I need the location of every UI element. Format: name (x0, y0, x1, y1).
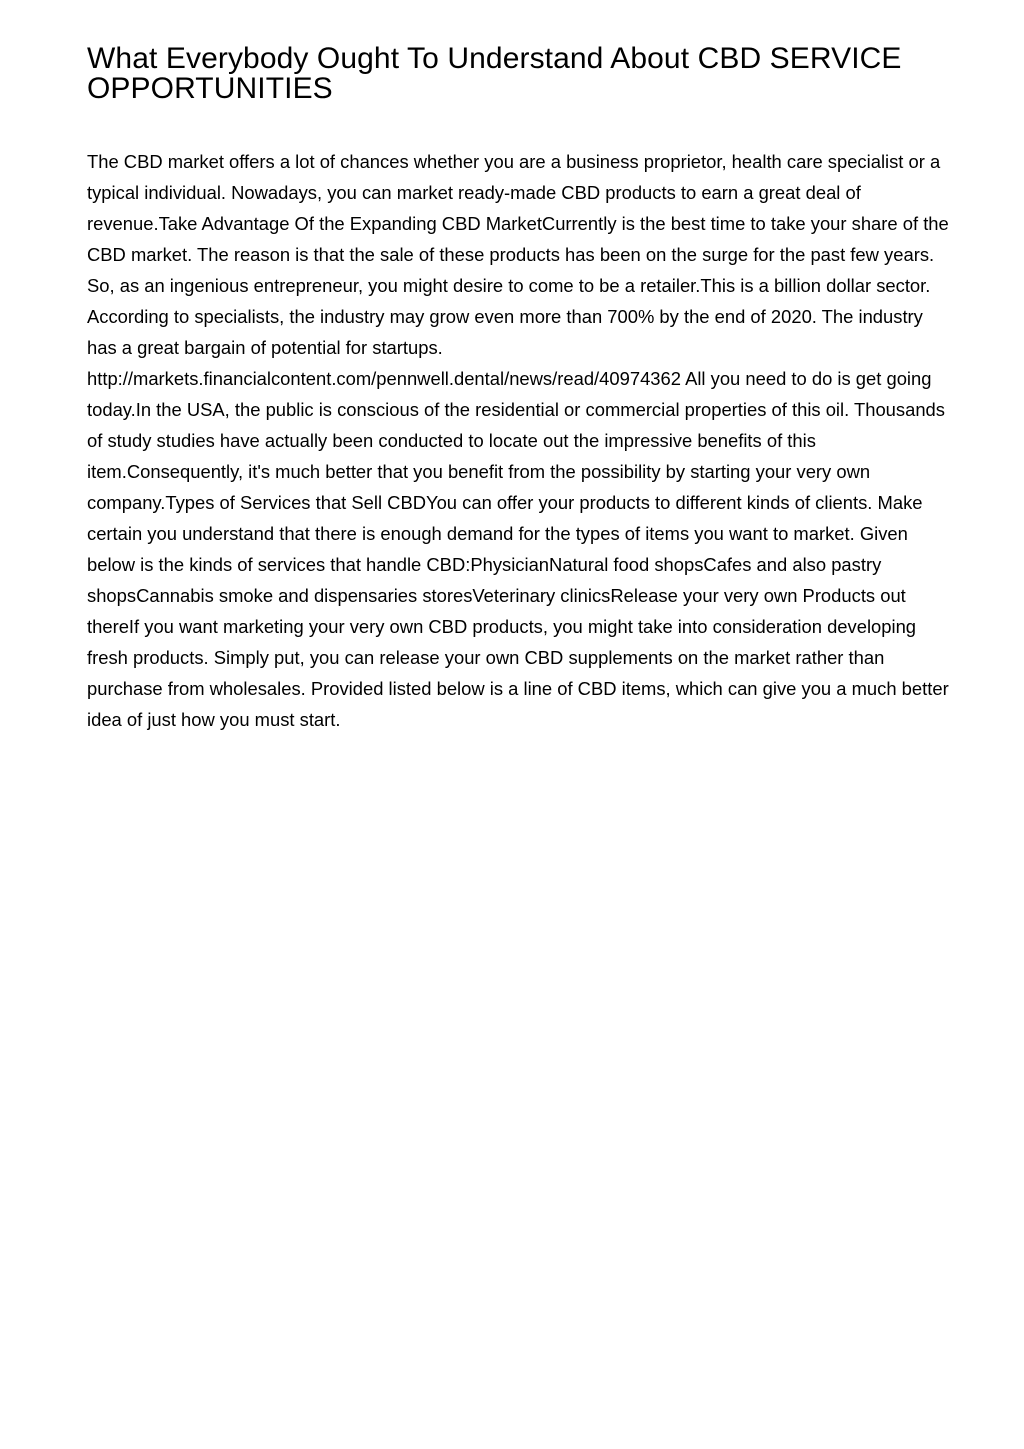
document-title: What Everybody Ought To Understand About CBD SERVICE OPPORTUNITIES (87, 42, 902, 105)
document-body-paragraph: The CBD market offers a lot of chances whether you are a business proprietor, health care specialist or a typical individual. Nowadays, you can market ready-made CBD products to earn a great deal of revenue.Take Advantage Of the Expanding CBD MarketCurrently is the best time to take your share of the CBD market. The reason is that the sale of these products has been on the surge for the past few years. So, as an ingenious entrepreneur, you might desire to come to be a retailer.This is a billion dollar sector. According to specialists, the industry may grow even more than 700% by the end of 2020. The industry has a great bargain of potential for startups. http://markets.financialcontent.com/pennwell.dental/news/read/40974362 All you need to do is get going today.In the USA, the public is conscious of the residential or commercial properties of this oil. Thousands of study studies have actually been conducted to locate out the impressive benefits of this item.Consequently, it's much better that you benefit from the possibility by starting your very own company.Types of Services that Sell CBDYou can offer your products to different kinds of clients. Make certain you understand that there is enough demand for the types of items you want to market. Given below is the kinds of services that handle CBD:PhysicianNatural food shopsCafes and also pastry shopsCannabis smoke and dispensaries storesVeterinary clinicsRelease your very own Products out thereIf you want marketing your very own CBD products, you might take into consideration developing fresh products. Simply put, you can release your own CBD supplements on the market rather than purchase from wholesales. Provided listed below is a line of CBD items, which can give you a much better idea of just how you must start. (87, 151, 949, 730)
